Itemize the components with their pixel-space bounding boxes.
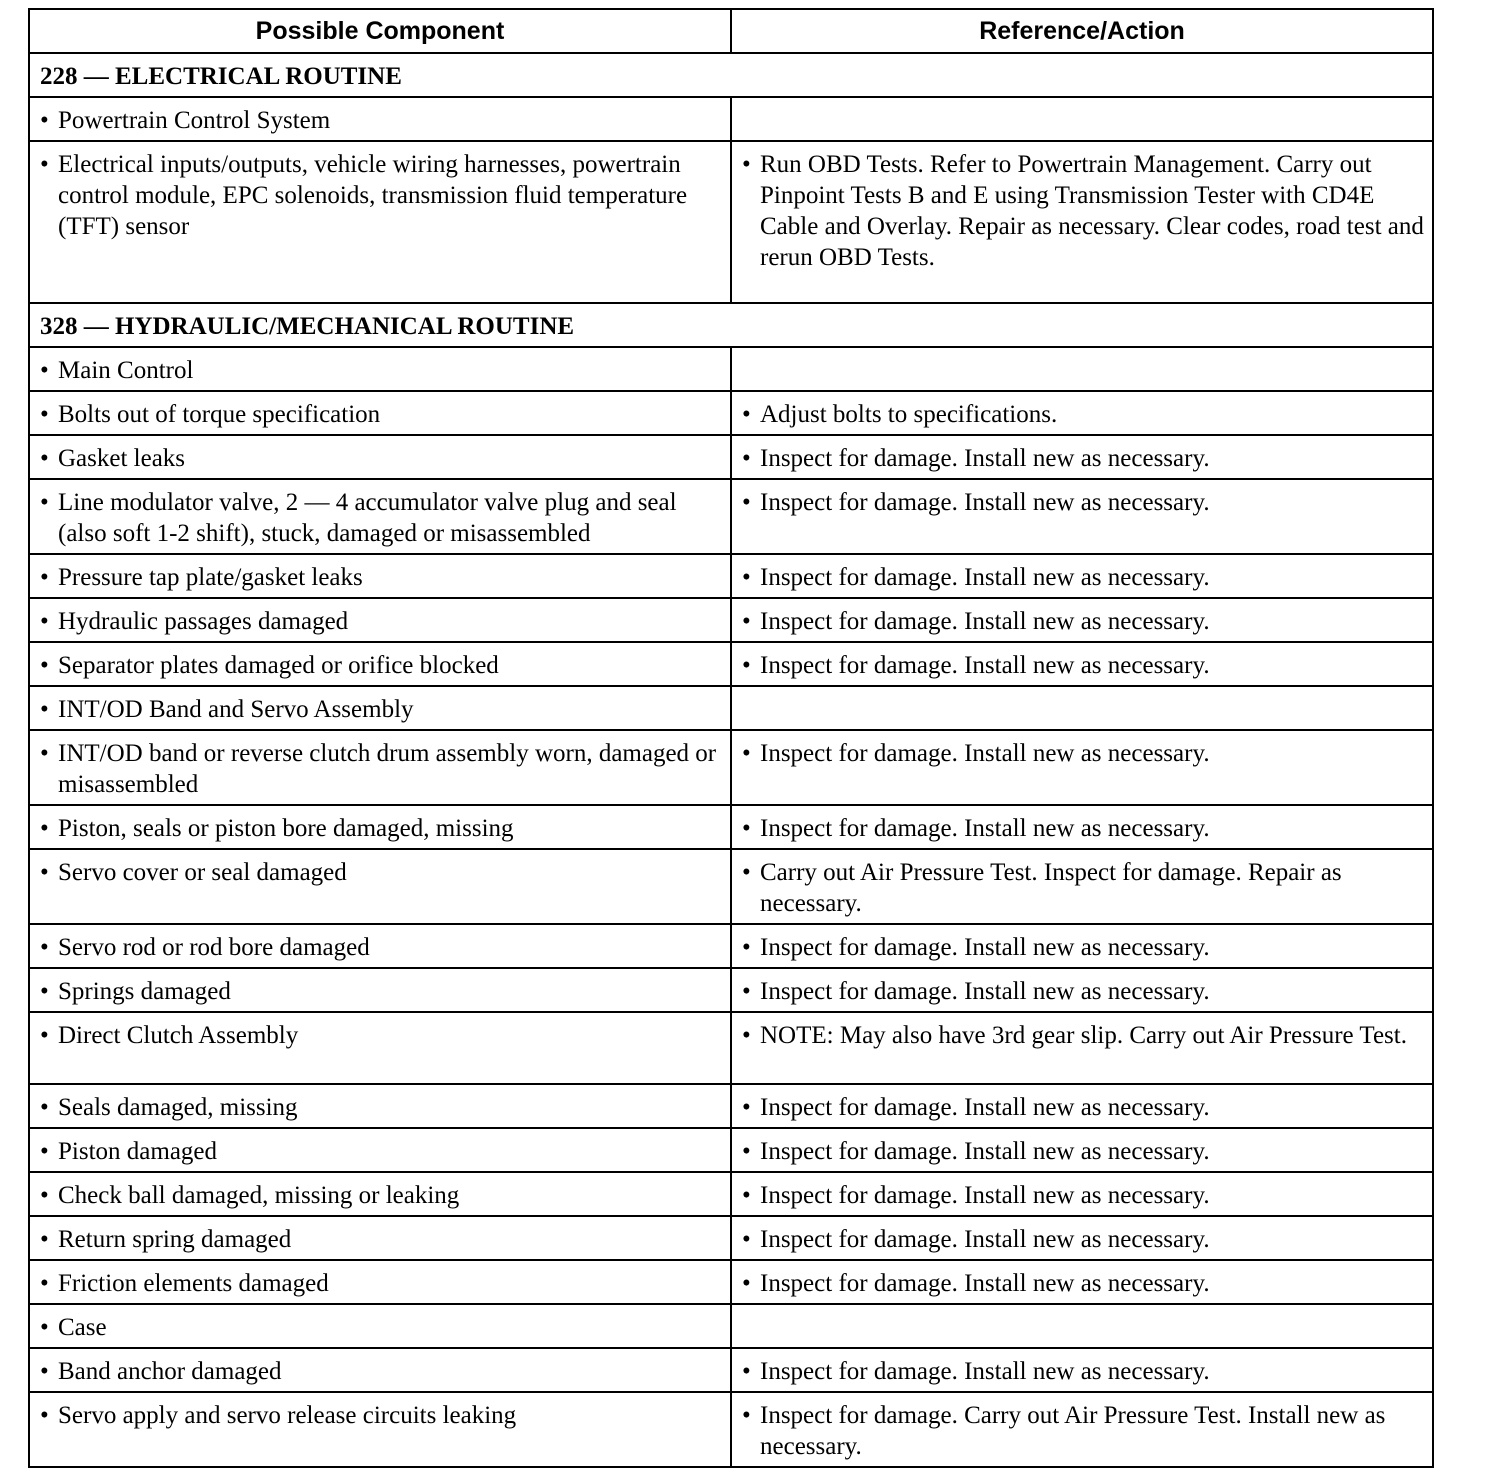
component-cell [29, 849, 731, 924]
table-row [29, 479, 1433, 554]
component-item [30, 98, 730, 140]
component-text: Piston, seals or piston bore damaged, missing [58, 815, 514, 842]
component-item [30, 1013, 730, 1055]
action-text: Inspect for damage. Install new as necessary. [760, 445, 1210, 472]
component-text: Hydraulic passages damaged [58, 608, 349, 635]
table-row [29, 435, 1433, 479]
action-text: Inspect for damage. Install new as necessary. [760, 740, 1210, 767]
component-cell [29, 924, 731, 968]
action-cell [731, 924, 1433, 968]
table-row [29, 391, 1433, 435]
table-row [29, 1304, 1433, 1348]
component-text: Seals damaged, missing [58, 1094, 298, 1121]
bullet-icon: • [742, 151, 751, 178]
action-cell [731, 1392, 1433, 1467]
action-item [732, 925, 1432, 967]
action-cell [731, 1260, 1433, 1304]
component-item [30, 850, 730, 892]
bullet-icon: • [40, 1182, 49, 1209]
bullet-icon: • [742, 859, 751, 886]
action-item [732, 1173, 1432, 1215]
bullet-icon: • [742, 608, 751, 635]
component-cell [29, 1392, 731, 1467]
bullet-icon: • [40, 815, 49, 842]
bullet-icon: • [40, 489, 49, 516]
bullet-icon: • [40, 357, 49, 384]
component-cell [29, 1304, 731, 1348]
component-item [30, 348, 730, 390]
component-text: Electrical inputs/outputs, vehicle wiring harnesses, powertrain control module, EPC solenoids, transmission fluid temperature (TFT) sensor [58, 151, 688, 240]
table-row [29, 1084, 1433, 1128]
table-row [29, 598, 1433, 642]
bullet-icon: • [742, 1226, 751, 1253]
bullet-icon: • [742, 934, 751, 961]
component-item [30, 969, 730, 1011]
action-cell [731, 805, 1433, 849]
action-cell [731, 479, 1433, 554]
component-item [30, 1261, 730, 1303]
section-row [29, 53, 1433, 97]
action-text: Carry out Air Pressure Test. Inspect for damage. Repair as necessary. [760, 859, 1342, 917]
bullet-icon: • [742, 1402, 751, 1429]
component-item [30, 1173, 730, 1215]
action-cell [731, 642, 1433, 686]
component-cell [29, 391, 731, 435]
component-cell [29, 805, 731, 849]
action-cell [731, 435, 1433, 479]
bullet-icon: • [742, 652, 751, 679]
action-item [732, 599, 1432, 641]
component-cell [29, 1084, 731, 1128]
table-row [29, 686, 1433, 730]
component-text: Check ball damaged, missing or leaking [58, 1182, 460, 1209]
table-row [29, 1128, 1433, 1172]
bullet-icon: • [40, 934, 49, 961]
component-item [30, 142, 730, 246]
bullet-icon: • [40, 564, 49, 591]
action-item [732, 1261, 1432, 1303]
bullet-icon: • [742, 740, 751, 767]
action-item [732, 1013, 1432, 1055]
component-item [30, 687, 730, 729]
bullet-icon: • [742, 1182, 751, 1209]
component-text: Pressure tap plate/gasket leaks [58, 564, 363, 591]
action-cell [731, 1172, 1433, 1216]
action-cell [731, 97, 1433, 141]
component-text: INT/OD band or reverse clutch drum assembly worn, damaged or misassembled [58, 740, 717, 798]
table-row [29, 642, 1433, 686]
component-text: Servo apply and servo release circuits leaking [58, 1402, 517, 1429]
component-text: Friction elements damaged [58, 1270, 329, 1297]
section-cell [29, 53, 1433, 97]
component-cell [29, 730, 731, 805]
component-cell [29, 968, 731, 1012]
action-item [732, 1217, 1432, 1259]
action-text: Inspect for damage. Install new as necessary. [760, 489, 1210, 516]
component-text: Separator plates damaged or orifice blocked [58, 652, 499, 679]
bullet-icon: • [40, 859, 49, 886]
section-cell [29, 303, 1433, 347]
header-reference-action: Reference/Action [731, 9, 1433, 53]
component-item [30, 1129, 730, 1171]
component-cell [29, 1216, 731, 1260]
action-text: Run OBD Tests. Refer to Powertrain Management. Carry out Pinpoint Tests B and E using Transmission Tester with CD4E Cable and Overlay. Repair as necessary. Clear codes, road test and rerun OBD Tests. [760, 151, 1424, 271]
bullet-icon: • [40, 1402, 49, 1429]
action-cell [731, 141, 1433, 303]
bullet-icon: • [40, 1094, 49, 1121]
component-item [30, 1349, 730, 1391]
table-row [29, 730, 1433, 805]
bullet-icon: • [742, 564, 751, 591]
component-cell [29, 347, 731, 391]
component-item [30, 1217, 730, 1259]
component-text: Line modulator valve, 2 — 4 accumulator valve plug and seal (also soft 1-2 shift), stuck, damaged or misassembled [58, 489, 677, 547]
action-text: Inspect for damage. Install new as necessary. [760, 564, 1210, 591]
table-row [29, 554, 1433, 598]
component-cell [29, 598, 731, 642]
diagnostic-table [28, 8, 1434, 1468]
action-cell [731, 598, 1433, 642]
table-row [29, 1348, 1433, 1392]
action-cell [731, 849, 1433, 924]
action-cell [731, 968, 1433, 1012]
action-cell [731, 1348, 1433, 1392]
table-row [29, 1172, 1433, 1216]
component-item [30, 480, 730, 553]
component-item [30, 392, 730, 434]
bullet-icon: • [742, 1270, 751, 1297]
action-text: Inspect for damage. Install new as necessary. [760, 978, 1210, 1005]
component-item [30, 1085, 730, 1127]
action-text: NOTE: May also have 3rd gear slip. Carry out Air Pressure Test. [760, 1022, 1407, 1049]
component-text: Gasket leaks [58, 445, 186, 472]
component-item [30, 806, 730, 848]
action-cell [731, 1304, 1433, 1348]
bullet-icon: • [40, 107, 49, 134]
header-row [29, 9, 1433, 53]
component-text: Servo cover or seal damaged [58, 859, 347, 886]
action-text: Inspect for damage. Install new as necessary. [760, 1094, 1210, 1121]
component-item [30, 731, 730, 804]
bullet-icon: • [40, 1022, 49, 1049]
bullet-icon: • [742, 815, 751, 842]
bullet-icon: • [742, 445, 751, 472]
component-text: Powertrain Control System [58, 107, 331, 134]
component-text: INT/OD Band and Servo Assembly [58, 696, 414, 723]
action-item [732, 850, 1432, 923]
section-row [29, 303, 1433, 347]
bullet-icon: • [742, 978, 751, 1005]
header-possible-component: Possible Component [29, 9, 731, 53]
action-cell [731, 347, 1433, 391]
action-item [732, 1085, 1432, 1127]
bullet-icon: • [40, 740, 49, 767]
action-cell [731, 730, 1433, 805]
table-row [29, 1012, 1433, 1084]
bullet-icon: • [742, 1358, 751, 1385]
bullet-icon: • [40, 1358, 49, 1385]
component-cell [29, 642, 731, 686]
action-text: Inspect for damage. Install new as necessary. [760, 1358, 1210, 1385]
component-cell [29, 97, 731, 141]
action-cell [731, 1216, 1433, 1260]
component-text: Direct Clutch Assembly [58, 1022, 299, 1049]
bullet-icon: • [40, 1138, 49, 1165]
action-item [732, 1349, 1432, 1391]
component-text: Band anchor damaged [58, 1358, 282, 1385]
table-row [29, 1216, 1433, 1260]
action-text: Inspect for damage. Install new as necessary. [760, 1226, 1210, 1253]
action-text: Inspect for damage. Install new as necessary. [760, 652, 1210, 679]
action-item [732, 436, 1432, 478]
table-row [29, 1260, 1433, 1304]
bullet-icon: • [40, 608, 49, 635]
document-page [28, 8, 1432, 1468]
action-cell [731, 1128, 1433, 1172]
component-cell [29, 435, 731, 479]
bullet-icon: • [40, 1226, 49, 1253]
bullet-icon: • [40, 401, 49, 428]
action-item [732, 142, 1432, 277]
component-text: Servo rod or rod bore damaged [58, 934, 370, 961]
bullet-icon: • [742, 1022, 751, 1049]
component-item [30, 1393, 730, 1435]
component-cell [29, 1128, 731, 1172]
component-item [30, 925, 730, 967]
section-title: 228 — ELECTRICAL ROUTINE [40, 63, 402, 90]
component-cell [29, 141, 731, 303]
component-text: Return spring damaged [58, 1226, 292, 1253]
component-text: Main Control [58, 357, 194, 384]
component-cell [29, 554, 731, 598]
action-item [732, 969, 1432, 1011]
action-text: Inspect for damage. Install new as necessary. [760, 608, 1210, 635]
action-text: Inspect for damage. Install new as necessary. [760, 815, 1210, 842]
component-text: Bolts out of torque specification [58, 401, 381, 428]
component-item [30, 599, 730, 641]
component-text: Piston damaged [58, 1138, 218, 1165]
action-item [732, 555, 1432, 597]
bullet-icon: • [40, 1270, 49, 1297]
action-cell [731, 554, 1433, 598]
action-cell [731, 1084, 1433, 1128]
component-cell [29, 1348, 731, 1392]
table-row [29, 347, 1433, 391]
table-row [29, 924, 1433, 968]
section-title: 328 — HYDRAULIC/MECHANICAL ROUTINE [40, 313, 575, 340]
bullet-icon: • [40, 1314, 49, 1341]
action-text: Inspect for damage. Carry out Air Pressure Test. Install new as necessary. [760, 1402, 1386, 1460]
bullet-icon: • [40, 445, 49, 472]
bullet-icon: • [742, 489, 751, 516]
bullet-icon: • [40, 151, 49, 178]
component-cell [29, 1172, 731, 1216]
table-row [29, 849, 1433, 924]
component-cell [29, 1260, 731, 1304]
action-text: Adjust bolts to specifications. [760, 401, 1058, 428]
action-item [732, 643, 1432, 685]
bullet-icon: • [742, 401, 751, 428]
action-cell [731, 1012, 1433, 1084]
component-cell [29, 479, 731, 554]
table-row [29, 805, 1433, 849]
bullet-icon: • [40, 652, 49, 679]
action-item [732, 480, 1432, 522]
bullet-icon: • [40, 696, 49, 723]
action-text: Inspect for damage. Install new as necessary. [760, 1270, 1210, 1297]
table-row [29, 97, 1433, 141]
component-text: Case [58, 1314, 107, 1341]
component-cell [29, 1012, 731, 1084]
action-item [732, 731, 1432, 773]
action-item [732, 1393, 1432, 1466]
bullet-icon: • [40, 978, 49, 1005]
action-cell [731, 391, 1433, 435]
table-body [29, 53, 1433, 1467]
component-item [30, 1305, 730, 1347]
table-row [29, 141, 1433, 303]
action-text: Inspect for damage. Install new as necessary. [760, 1182, 1210, 1209]
action-item [732, 806, 1432, 848]
component-cell [29, 686, 731, 730]
action-text: Inspect for damage. Install new as necessary. [760, 1138, 1210, 1165]
table-row [29, 968, 1433, 1012]
action-item [732, 392, 1432, 434]
component-item [30, 436, 730, 478]
table-row [29, 1392, 1433, 1467]
action-item [732, 1129, 1432, 1171]
component-item [30, 643, 730, 685]
bullet-icon: • [742, 1094, 751, 1121]
component-item [30, 555, 730, 597]
action-cell [731, 686, 1433, 730]
bullet-icon: • [742, 1138, 751, 1165]
component-text: Springs damaged [58, 978, 231, 1005]
action-text: Inspect for damage. Install new as necessary. [760, 934, 1210, 961]
